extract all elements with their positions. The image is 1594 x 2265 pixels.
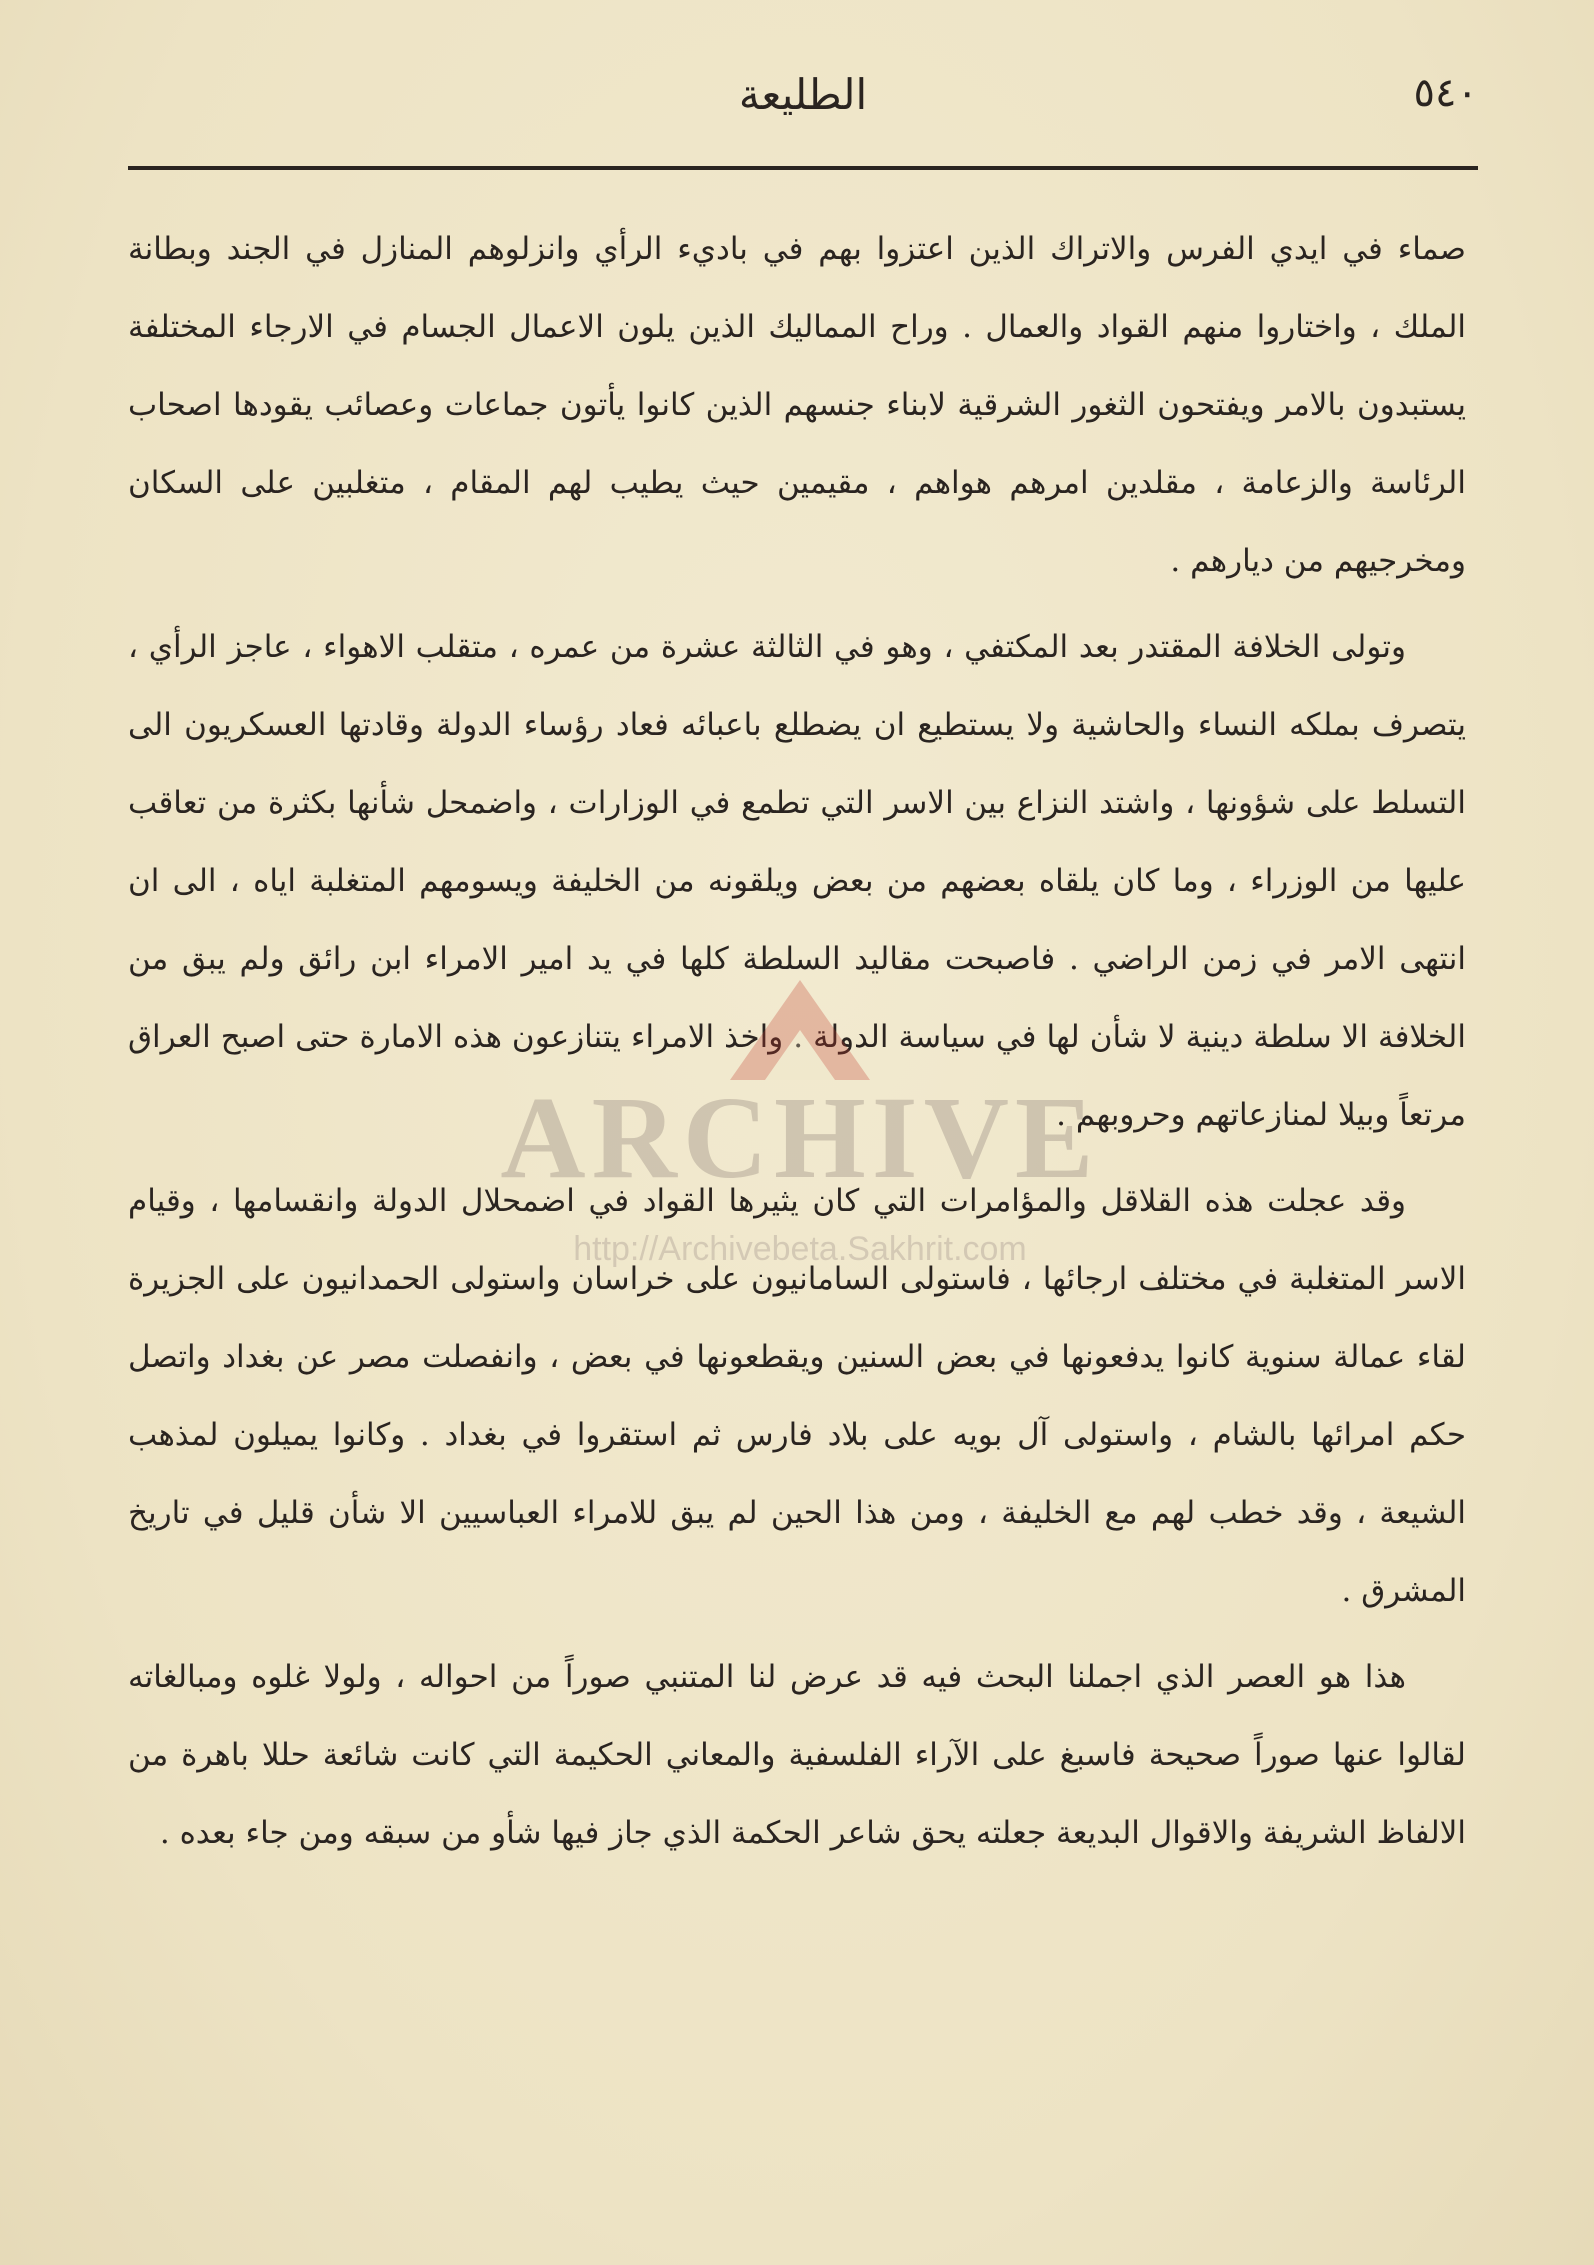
watermark-url: http://Archivebeta.Sakhrit.com: [573, 1230, 1027, 1268]
journal-title: الطليعة: [738, 70, 868, 119]
header-rule: [128, 166, 1478, 170]
article-body: [128, 210, 1466, 1872]
watermark-word: ARCHIVE: [500, 1072, 1100, 1203]
paragraph-3: وقد عجلت هذه القلاقل والمؤامرات التي كان يثيرها القواد في اضمحلال الدولة وانقسامها ، وقيام الاسر المتغلبة في مختلف ارجائها ، فاستولى السامانيون على خراسان واستولى الحمدانيون على الجزيرة لقاء عمالة سنوية كانوا يدفعونها في بعض السنين ويقطعونها في بعض ، وانفصلت مصر عن بغداد واتصل حكم امرائها بالشام ، واستولى آل بويه على بلاد فارس ثم استقروا في بغداد . وكانوا يميلون لمذهب الشيعة ، وقد خطب لهم مع الخليفة ، ومن هذا الحين لم يبق للامراء العباسيين الا شأن قليل في تاريخ المشرق .: [128, 1183, 1466, 1609]
paragraph-4: هذا هو العصر الذي اجملنا البحث فيه قد عرض لنا المتنبي صوراً من احواله ، ولولا غلوه ومبالغاته لقالوا عنها صوراً صحيحة فاسبغ على الآراء الفلسفية والمعاني الحكيمة التي كانت شائعة حللا باهرة من الالفاظ الشريفة والاقوال البديعة جعلته يحق شاعر الحكمة الذي جاز فيها شأو من سبقه ومن جاء بعده .: [128, 1659, 1466, 1851]
paragraph-2: وتولى الخلافة المقتدر بعد المكتفي ، وهو في الثالثة عشرة من عمره ، متقلب الاهواء ، عاجز الرأي ، يتصرف بملكه النساء والحاشية ولا يستطيع ان يضطلع باعبائه فعاد رؤساء الدولة وقادتها العسكريون الى التسلط على شؤونها ، واشتد النزاع بين الاسر التي تطمع في الوزارات ، واضمحل شأنها بكثرة من تعاقب عليها من الوزراء ، وما كان يلقاه بعضهم من بعض ويلقونه من الخليفة ويسومهم المتغلبة اياه ، الى ان انتهى الامر في زمن الراضي . فاصبحت مقاليد السلطة كلها في يد امير الامراء ابن رائق ولم يبق من الخلافة الا سلطة دينية لا شأن لها في سياسة الدولة . واخذ الامراء يتنازعون هذه الامارة حتى اصبح العراق مرتعاً وبيلا لمنازعاتهم وحروبهم .: [128, 629, 1466, 1133]
paragraph-1: صماء في ايدي الفرس والاتراك الذين اعتزوا بهم في باديء الرأي وانزلوهم المنازل في الجند وبطانة الملك ، واختاروا منهم القواد والعمال . وراح المماليك الذين يلون الاعمال الجسام في الارجاء المختلفة يستبدون بالامر ويفتحون الثغور الشرقية لابناء جنسهم الذين كانوا يأتون جماعات وعصائب يقودها اصحاب الرئاسة والزعامة ، مقلدين امرهم هواهم ، مقيمين حيث يطيب لهم المقام ، متغلبين على السكان ومخرجيهم من ديارهم .: [128, 231, 1466, 579]
page-number: ٥٤٠: [1413, 70, 1478, 116]
running-head: [128, 70, 1478, 130]
